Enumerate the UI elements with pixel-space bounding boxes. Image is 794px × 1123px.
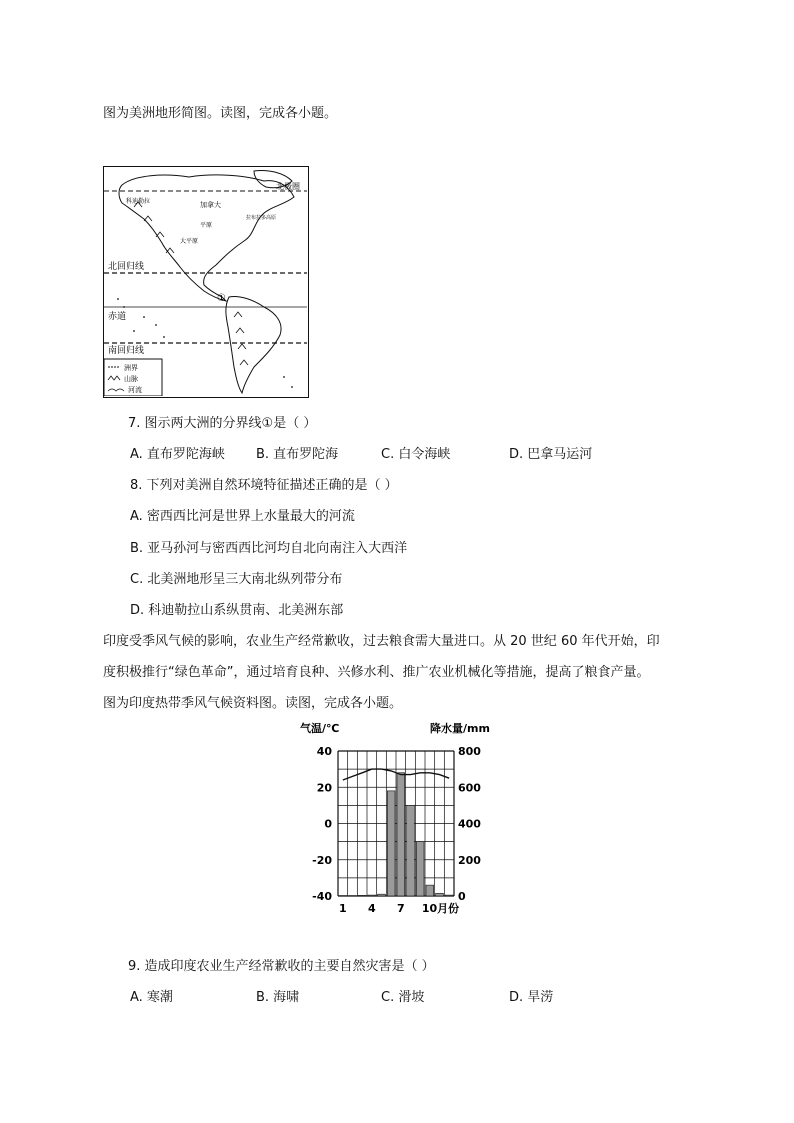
left-tick: -20	[312, 853, 332, 867]
boundary-marker: ①	[217, 293, 226, 304]
basin-label: 大平原	[180, 238, 199, 245]
precip-bar	[436, 893, 444, 896]
laurentian-label: 拉布拉多高原	[246, 215, 277, 221]
legend-mountain: 山脉	[124, 375, 138, 383]
left-tick: 20	[316, 781, 332, 795]
q9-stem: 9. 造成印度农业生产经常歉收的主要自然灾害是（ ）	[128, 959, 435, 974]
precip-bar	[368, 895, 376, 896]
q9-option-b[interactable]: B. 海啸	[256, 990, 300, 1005]
q7-option-d[interactable]: D. 巴拿马运河	[509, 447, 593, 462]
right-tick: 600	[458, 781, 481, 795]
x-tick: 1	[339, 902, 347, 915]
intro-americas: 图为美洲地形简图。读图，完成各小题。	[103, 106, 338, 121]
q8-stem: 8. 下列对美洲自然环境特征描述正确的是（ ）	[130, 478, 398, 493]
arctic-label: 北极圈	[276, 182, 300, 191]
q8-option-c[interactable]: C. 北美洲地形呈三大南北纵列带分布	[130, 572, 343, 587]
precip-bar	[445, 895, 453, 896]
q9-option-d[interactable]: D. 旱涝	[509, 990, 554, 1005]
left-tick: 40	[316, 745, 332, 758]
intro-india-line1: 印度受季风气候的影响，农业生产经常歉收，过去粮食需大量进口。从 20 世纪 60 年代开始，印	[103, 634, 660, 649]
x-tick: 4	[368, 902, 376, 915]
rocky-label: 科迪勒拉	[126, 198, 151, 205]
q7-stem: 7. 图示两大洲的分界线①是（ ）	[128, 416, 317, 431]
tropic-north-label: 北回归线	[108, 262, 145, 272]
precip-bar	[426, 885, 434, 896]
left-axis-label: 气温/℃	[300, 722, 340, 735]
right-tick: 0	[458, 890, 466, 903]
q8-option-d[interactable]: D. 科迪勒拉山系纵贯南、北美洲东部	[130, 603, 344, 618]
tropic-south-label: 南回归线	[108, 346, 145, 356]
right-tick: 800	[458, 745, 481, 758]
intro-india-line3: 图为印度热带季风气候资料图。读图，完成各小题。	[103, 696, 403, 711]
precip-bar	[397, 773, 405, 896]
q9-option-a[interactable]: A. 寒潮	[130, 990, 173, 1005]
climate-chart	[298, 718, 508, 923]
intro-india-line2: 度积极推行“绿色革命”，通过培育良种、兴修水利、推广农业机械化等措施，提高了粮食产量。	[103, 665, 650, 680]
americas-map-drawing	[104, 167, 307, 396]
right-tick: 400	[458, 817, 481, 831]
precip-bar	[358, 895, 366, 896]
q7-option-c[interactable]: C. 白令海峡	[381, 447, 451, 462]
x-tick: 7	[397, 902, 405, 915]
precip-bar	[378, 894, 386, 896]
q7-option-b[interactable]: B. 直布罗陀海	[256, 447, 339, 462]
precip-bar	[387, 791, 395, 896]
q8-option-a[interactable]: A. 密西西比河是世界上水量最大的河流	[130, 509, 355, 524]
q7-option-a[interactable]: A. 直布罗陀海峡	[130, 447, 225, 462]
legend-border: 洲界	[124, 364, 138, 372]
precip-bar	[407, 805, 415, 896]
legend-river: 河流	[128, 386, 142, 394]
americas-map	[103, 166, 309, 398]
precip-bar	[416, 842, 424, 896]
left-tick: 0	[324, 817, 332, 831]
left-tick: -40	[312, 890, 332, 903]
x-tick: 10月份	[421, 902, 460, 915]
equator-label: 赤道	[108, 312, 127, 322]
right-axis-label: 降水量/mm	[430, 722, 490, 735]
canada-label: 加拿大	[200, 201, 221, 209]
right-tick: 200	[458, 853, 481, 867]
plateau-label: 平原	[200, 222, 213, 229]
q8-option-b[interactable]: B. 亚马孙河与密西西比河均自北向南注入大西洋	[130, 541, 408, 556]
q9-option-c[interactable]: C. 滑坡	[381, 990, 425, 1005]
